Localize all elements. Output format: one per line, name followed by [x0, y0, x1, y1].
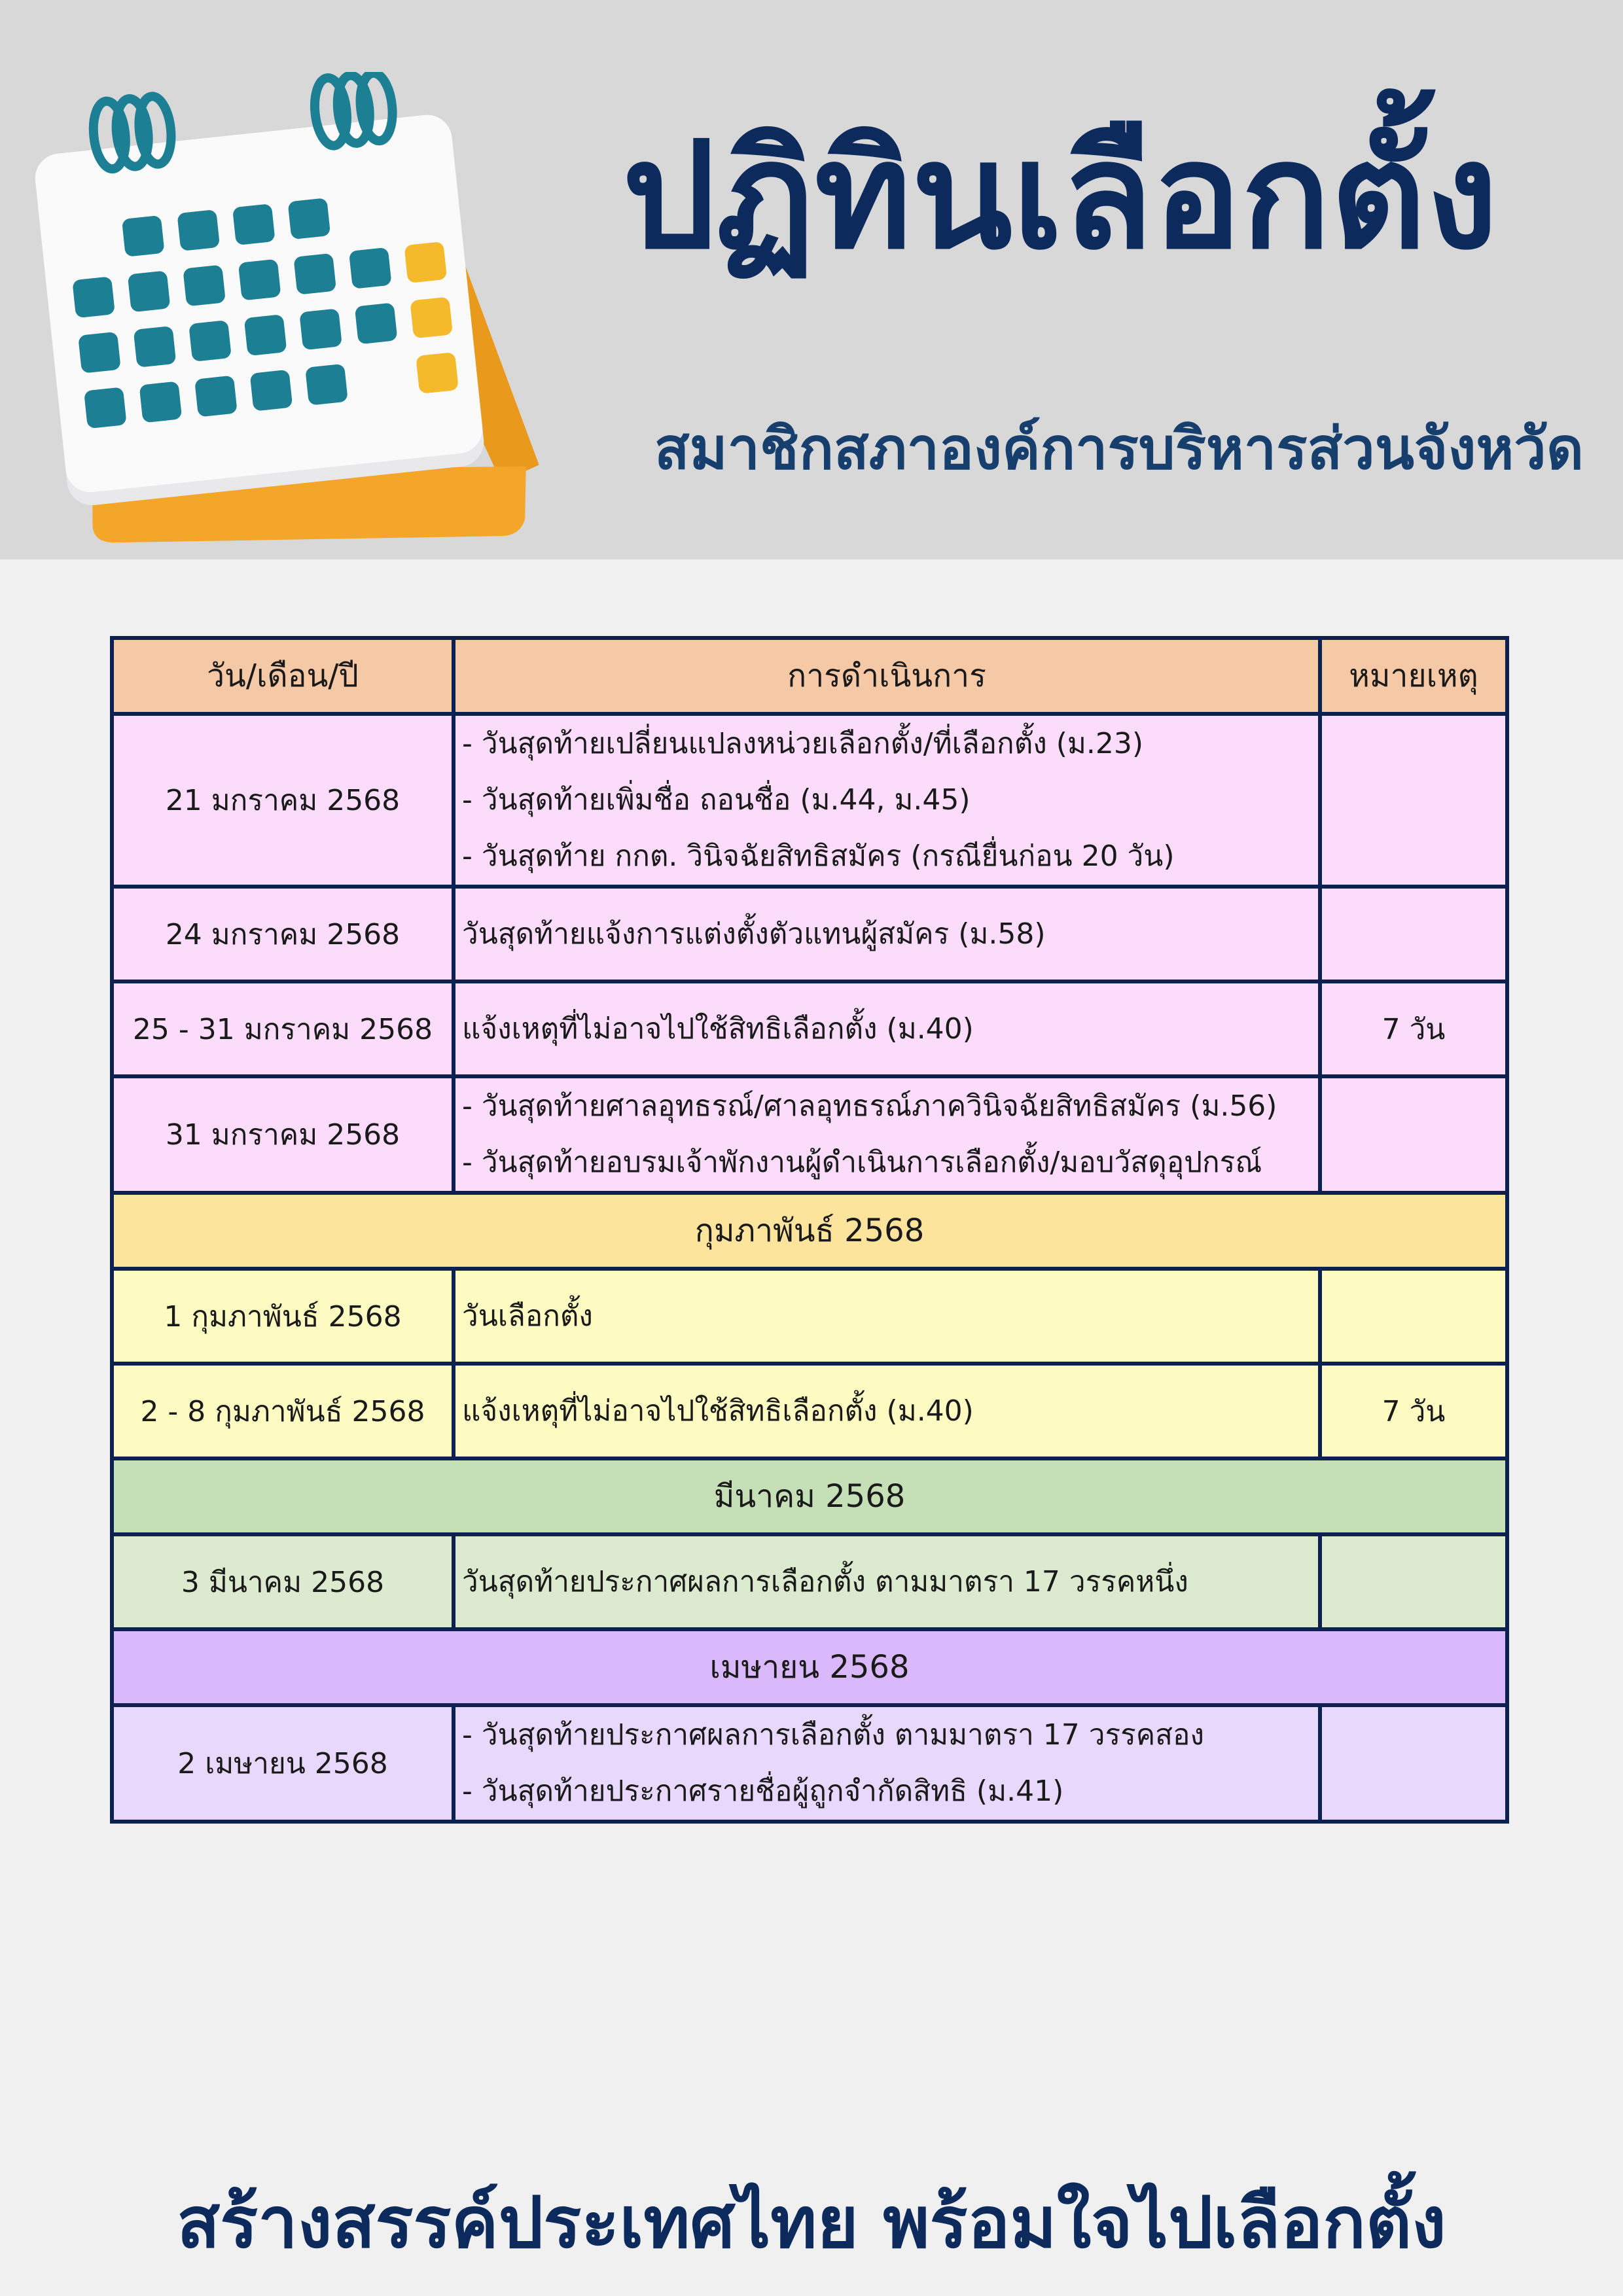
row-note: [1320, 1076, 1507, 1193]
row-action: [454, 1076, 1320, 1193]
row-note: [1320, 1534, 1507, 1629]
month-title: กุมภาพันธ์ 2568: [112, 1193, 1507, 1269]
row-date: 21 มกราคม 2568: [112, 714, 454, 887]
month-title: เมษายน 2568: [112, 1629, 1507, 1705]
row-note: [1320, 1705, 1507, 1822]
table-header-row: [112, 638, 1507, 714]
action-line: - วันสุดท้ายประกาศรายชื่อผู้ถูกจำกัดสิทธิ (ม.41): [462, 1775, 1064, 1808]
footer-slogan: สร้างสรรค์ประเทศไทย พร้อมใจไปเลือกตั้ง: [177, 2182, 1446, 2264]
row-date: 3 มีนาคม 2568: [112, 1534, 454, 1629]
action-line: - วันสุดท้าย กกต. วินิจฉัยสิทธิสมัคร (กรณียื่นก่อน 20 วัน): [462, 839, 1175, 873]
table-row: [112, 714, 1507, 887]
table-row: [112, 1534, 1507, 1629]
action-line: - วันสุดท้ายศาลอุทธรณ์/ศาลอุทธรณ์ภาควินิจฉัยสิทธิสมัคร (ม.56): [462, 1089, 1277, 1123]
page-title: ปฏิทินเลือกตั้ง: [622, 111, 1499, 282]
action-line: - วันสุดท้ายเพิ่มชื่อ ถอนชื่อ (ม.44, ม.45): [462, 783, 971, 817]
table-row: [112, 1705, 1507, 1822]
row-action: [454, 981, 1320, 1076]
table-row: [112, 1076, 1507, 1193]
month-title: มีนาคม 2568: [112, 1458, 1507, 1534]
action-line: วันเลือกตั้ง: [462, 1299, 593, 1333]
month-section-header: [112, 1193, 1507, 1269]
table-row: [112, 1364, 1507, 1458]
table-row: [112, 1269, 1507, 1364]
row-date: 31 มกราคม 2568: [112, 1076, 454, 1193]
row-date: 25 - 31 มกราคม 2568: [112, 981, 454, 1076]
action-line: - วันสุดท้ายเปลี่ยนแปลงหน่วยเลือกตั้ง/ที่เลือกตั้ง (ม.23): [462, 727, 1144, 760]
table-row: [112, 981, 1507, 1076]
election-schedule-table: [110, 636, 1509, 1824]
row-note: [1320, 1269, 1507, 1364]
row-action: [454, 887, 1320, 981]
page-subtitle: สมาชิกสภาองค์การบริหารส่วนจังหวัด: [654, 415, 1584, 482]
month-section-header: [112, 1629, 1507, 1705]
row-action: [454, 1534, 1320, 1629]
action-line: แจ้งเหตุที่ไม่อาจไปใช้สิทธิเลือกตั้ง (ม.40): [462, 1012, 974, 1046]
action-line: - วันสุดท้ายประกาศผลการเลือกตั้ง ตามมาตรา 17 วรรคสอง: [462, 1718, 1204, 1752]
action-line: - วันสุดท้ายอบรมเจ้าพักงานผู้ดำเนินการเลือกตั้ง/มอบวัสดุอุปกรณ์: [462, 1146, 1262, 1179]
column-header-action: การดำเนินการ: [454, 638, 1320, 714]
desk-calendar-icon: [26, 72, 543, 589]
action-line: วันสุดท้ายแจ้งการแต่งตั้งตัวแทนผู้สมัคร (ม.58): [462, 917, 1046, 951]
row-action: [454, 714, 1320, 887]
row-date: 2 เมษายน 2568: [112, 1705, 454, 1822]
month-section-header: [112, 1458, 1507, 1534]
row-action: [454, 1269, 1320, 1364]
row-note: 7 วัน: [1320, 1364, 1507, 1458]
row-date: 1 กุมภาพันธ์ 2568: [112, 1269, 454, 1364]
row-date: 24 มกราคม 2568: [112, 887, 454, 981]
column-header-date: วัน/เดือน/ปี: [112, 638, 454, 714]
action-line: วันสุดท้ายประกาศผลการเลือกตั้ง ตามมาตรา 17 วรรคหนึ่ง: [462, 1564, 1188, 1598]
row-action: [454, 1705, 1320, 1822]
row-note: [1320, 714, 1507, 887]
row-note: 7 วัน: [1320, 981, 1507, 1076]
action-line: แจ้งเหตุที่ไม่อาจไปใช้สิทธิเลือกตั้ง (ม.40): [462, 1394, 974, 1428]
row-date: 2 - 8 กุมภาพันธ์ 2568: [112, 1364, 454, 1458]
table-row: [112, 887, 1507, 981]
row-note: [1320, 887, 1507, 981]
row-action: [454, 1364, 1320, 1458]
column-header-note: หมายเหตุ: [1320, 638, 1507, 714]
